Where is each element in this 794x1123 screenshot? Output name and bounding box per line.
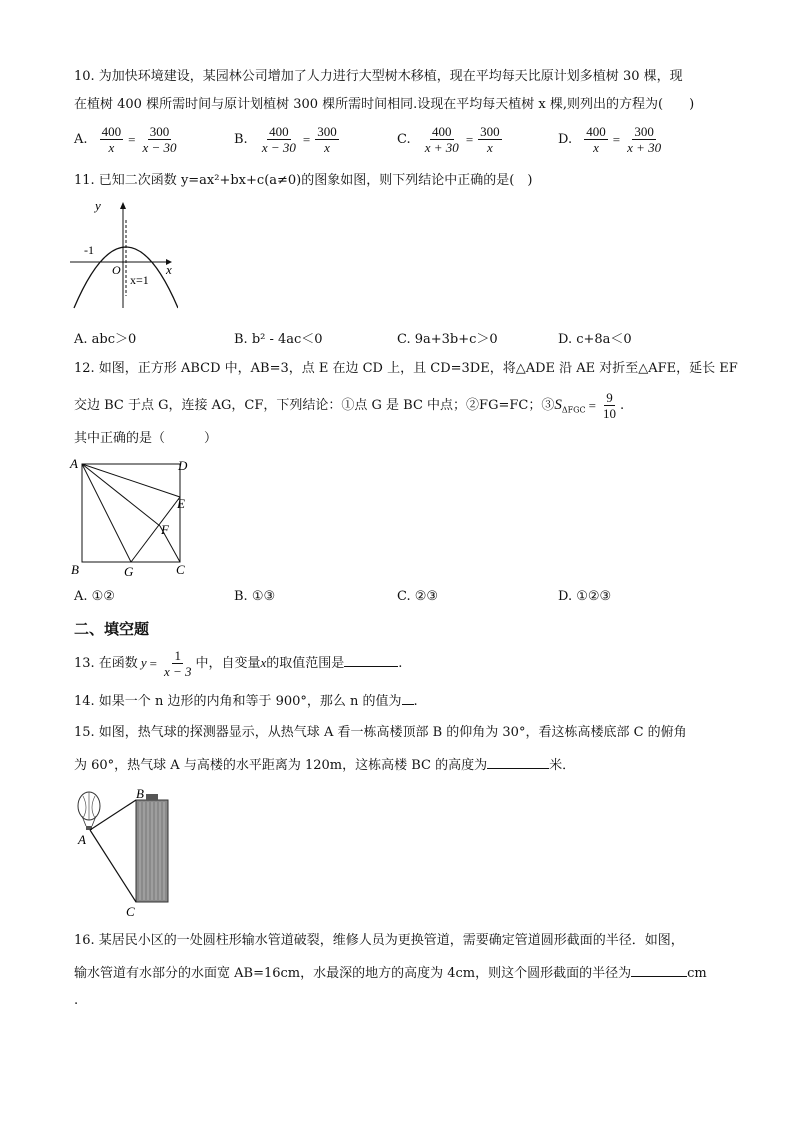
fraction: $\frac{9}{10}$: [603, 390, 617, 421]
label-b: B: [71, 562, 79, 577]
q12-stem-line1: 12. 如图，正方形 ABCD 中，AB=3，点 E 在边 CD 上，且 CD=3DE，将△ADE 沿 AE 对折至△AFE，延长 EF: [74, 361, 738, 376]
q10-stem-line2: 在植树 400 棵所需时间与原计划植树 300 棵所需时间相同.设现在平均每天植树 x 棵,则列出的方程为( ): [74, 97, 695, 112]
q10-option-c[interactable]: C. $\frac{400}{x + 30}$ = $\frac{300}{x}$: [397, 124, 500, 155]
q11-option-d[interactable]: D. c+8a＜0: [558, 332, 632, 347]
answer-blank[interactable]: [344, 654, 398, 667]
label-c: C: [176, 562, 185, 577]
building-roof: [146, 794, 158, 800]
y-axis-arrow: [120, 202, 126, 209]
q11-option-b[interactable]: B. b² - 4ac＜0: [234, 332, 323, 347]
fraction: $\frac{400}{x + 30}$: [424, 124, 459, 155]
y-label: y: [95, 198, 101, 213]
fraction: $\frac{400}{x}$: [586, 124, 606, 155]
q11-option-c[interactable]: C. 9a+3b+c＞0: [397, 332, 498, 347]
segment-ag: [82, 464, 131, 562]
q12-option-c[interactable]: C. ②③: [397, 589, 439, 604]
q12-option-a[interactable]: A. ①②: [74, 589, 115, 604]
q14-stem: 14. 如果一个 n 边形的内角和等于 900°，那么 n 的值为 .: [74, 694, 418, 709]
q11-parabola-figure: [66, 196, 178, 314]
q12-square-figure: [66, 456, 196, 580]
option-label: D.: [558, 132, 573, 147]
origin-label: O: [112, 263, 121, 277]
q10-option-b[interactable]: B. $\frac{400}{x - 30}$ = $\frac{300}{x}$: [234, 124, 337, 155]
minus-one-label: -1: [84, 243, 94, 257]
fraction: $\frac{300}{x}$: [317, 124, 337, 155]
x-label: x: [166, 262, 172, 277]
label-c: C: [126, 904, 135, 919]
option-label: A.: [74, 132, 88, 147]
q10-stem-line1: 10. 为加快环境建设，某园林公司增加了人力进行大型树木移植，现在平均每天比原计划多植树 30 棵，现: [74, 69, 683, 84]
fraction: $\frac{300}{x + 30}$: [627, 124, 662, 155]
segment-af: [82, 464, 160, 526]
q10-option-a[interactable]: A. $\frac{400}{x}$ = $\frac{300}{x - 30}$: [74, 124, 177, 155]
label-e: E: [177, 496, 185, 511]
symmetry-label: x=1: [130, 273, 149, 287]
square-abcd: [82, 464, 180, 562]
q16-stem-line2: 输水管道有水部分的水面宽 AB=16cm，水最深的地方的高度为 4cm，则这个圆形截面的半径为 cm: [74, 966, 707, 981]
q15-stem-line1: 15. 如图，热气球的探测器显示，从热气球 A 看一栋高楼顶部 B 的仰角为 30°，看这栋高楼底部 C 的俯角: [74, 725, 687, 740]
label-a: A: [70, 456, 78, 471]
q16-stem-line1: 16. 某居民小区的一处圆柱形输水管道破裂，维修人员为更换管道，需要确定管道圆形截面的半径．如图，: [74, 933, 684, 948]
segment-ae: [82, 464, 180, 497]
answer-blank[interactable]: [402, 692, 414, 705]
option-label: C.: [397, 132, 411, 147]
q11-stem: 11. 已知二次函数 y=ax²+bx+c(a≠0)的图象如图，则下列结论中正确的是( ): [74, 173, 533, 188]
line-ac: [90, 830, 136, 902]
q16-stem-line3: .: [74, 993, 79, 1008]
answer-blank[interactable]: [487, 756, 549, 769]
option-label: B.: [234, 132, 248, 147]
segment-eg: [131, 497, 180, 562]
label-f: F: [161, 522, 169, 537]
section-title: 二、填空题: [74, 620, 150, 638]
fraction: $\frac{300}{x}$: [480, 124, 500, 155]
fraction: $\frac{1}{x - 3}$: [163, 648, 192, 679]
q12-stem-line2: 交边 BC 于点 G，连接 AG，CF，下列结论：①点 G 是 BC 中点；②FG=FC；$③S_{\Delta FGC}$ = $\frac{9}{10}$ .: [74, 390, 625, 421]
fraction: $\frac{400}{x - 30}$: [261, 124, 296, 155]
q10-option-d[interactable]: D. $\frac{400}{x}$ = $\frac{300}{x + 30}$: [558, 124, 662, 155]
q11-option-a[interactable]: A. abc＞0: [74, 332, 137, 347]
answer-blank[interactable]: [631, 964, 687, 977]
label-d: D: [178, 458, 188, 473]
label-a: A: [78, 832, 86, 847]
fraction: $\frac{300}{x - 30}$: [142, 124, 177, 155]
q12-stem-line3: 其中正确的是（ ）: [74, 431, 218, 446]
q15-balloon-building-figure: [72, 784, 182, 920]
label-g: G: [124, 564, 134, 579]
fraction: $\frac{400}{x}$: [101, 124, 122, 155]
q12-option-d[interactable]: D. ①②③: [558, 589, 612, 604]
label-b: B: [136, 786, 144, 801]
q12-option-b[interactable]: B. ①③: [234, 589, 276, 604]
q13-stem: 13. 在函数 y = $\frac{1}{x - 3}$ 中，自变量x的取值范围是 .: [74, 648, 403, 679]
q15-stem-line2: 为 60°，热气球 A 与高楼的水平距离为 120m，这栋高楼 BC 的高度为 米．: [74, 758, 576, 773]
